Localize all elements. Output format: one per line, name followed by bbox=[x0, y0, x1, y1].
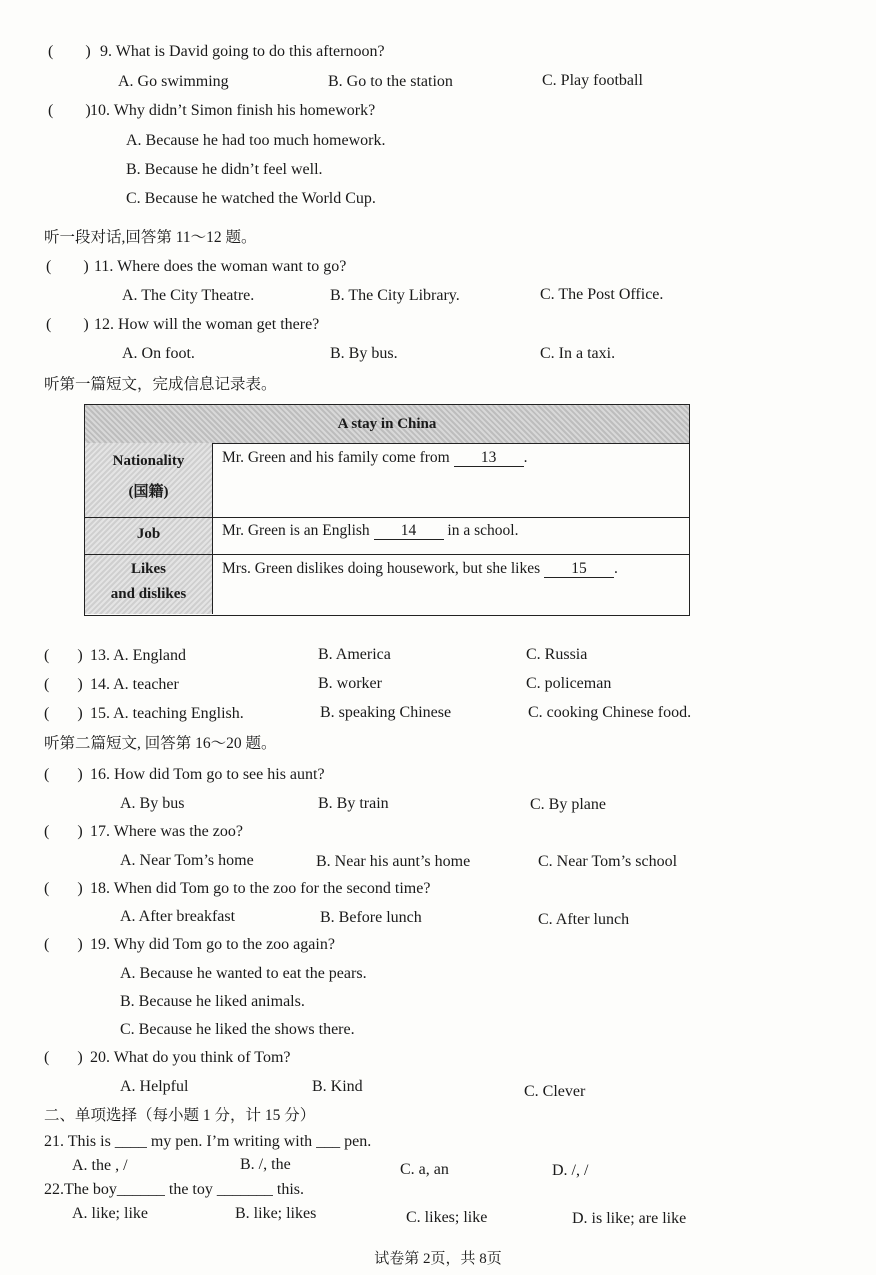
answer-bracket[interactable]: ( ) bbox=[44, 676, 83, 693]
question-text: 20. What do you think of Tom? bbox=[90, 1049, 291, 1066]
table-title: A stay in China bbox=[85, 405, 689, 444]
question-text: 12. How will the woman get there? bbox=[94, 316, 320, 333]
option-a: A. On foot. bbox=[122, 345, 195, 362]
section-instruction: 听第二篇短文, 回答第 16～20 题。 bbox=[44, 735, 277, 752]
answer-bracket[interactable]: ( ) bbox=[44, 1049, 83, 1066]
option-b: B. Near his aunt’s home bbox=[316, 853, 471, 870]
option-b: B. /, the bbox=[240, 1156, 291, 1173]
row-text-end: in a school. bbox=[443, 522, 519, 539]
option-b: B. worker bbox=[318, 675, 382, 692]
answer-bracket[interactable]: ( ) bbox=[46, 258, 89, 275]
answer-bracket[interactable]: ( ) bbox=[48, 102, 91, 119]
answer-bracket[interactable]: ( ) bbox=[46, 316, 89, 333]
option-a: A. After breakfast bbox=[120, 908, 236, 925]
option-c: C. Near Tom’s school bbox=[538, 853, 678, 870]
option-c: C. Because he watched the World Cup. bbox=[126, 190, 376, 207]
section-instruction: 听第一篇短文，完成信息记录表。 bbox=[44, 376, 277, 393]
option-c: C. cooking Chinese food. bbox=[528, 704, 692, 721]
answer-bracket[interactable]: ( ) bbox=[44, 766, 83, 783]
option-d: D. /, / bbox=[552, 1162, 589, 1179]
row-label-subtext: and dislikes bbox=[110, 586, 187, 602]
answer-blank[interactable]: 15 bbox=[544, 561, 614, 578]
row-label-text: Job bbox=[136, 526, 161, 542]
row-content bbox=[222, 560, 618, 578]
question-text: 9. What is David going to do this afternoon? bbox=[100, 43, 385, 60]
row-content bbox=[222, 522, 518, 540]
row-text-end: . bbox=[523, 449, 528, 466]
option-a: A. Helpful bbox=[120, 1078, 189, 1095]
option-c: C. Clever bbox=[524, 1083, 586, 1100]
question-text: 16. How did Tom go to see his aunt? bbox=[90, 766, 325, 783]
option-c: C. Play football bbox=[542, 72, 643, 89]
answer-bracket[interactable]: ( ) bbox=[48, 43, 91, 60]
row-label-text: Nationality bbox=[112, 453, 185, 469]
question-text: 21. This is ____ my pen. I’m writing with ___ pen. bbox=[44, 1133, 372, 1150]
option-a: A. Near Tom’s home bbox=[120, 852, 254, 869]
info-record-table bbox=[84, 404, 690, 616]
row-label bbox=[85, 518, 213, 554]
row-label bbox=[85, 443, 213, 517]
section-heading: 二、单项选择（每小题 1 分，计 15 分） bbox=[44, 1107, 316, 1124]
answer-bracket[interactable]: ( ) bbox=[44, 880, 83, 897]
option-b: B. By bus. bbox=[330, 345, 398, 362]
row-text: Mrs. Green dislikes doing housework, but she likes bbox=[222, 560, 545, 577]
option-d: D. is like; are like bbox=[572, 1210, 687, 1227]
question-text: 17. Where was the zoo? bbox=[90, 823, 243, 840]
table-row bbox=[85, 555, 689, 614]
option-c: C. By plane bbox=[530, 796, 606, 813]
question-text: 10. Why didn’t Simon finish his homework? bbox=[90, 102, 376, 119]
row-text: Mr. Green and his family come from bbox=[222, 449, 454, 466]
question-text: 18. When did Tom go to the zoo for the second time? bbox=[90, 880, 431, 897]
option-a: A. Because he wanted to eat the pears. bbox=[120, 965, 367, 982]
question-text: 22.The boy______ the toy _______ this. bbox=[44, 1181, 304, 1198]
question-text: 19. Why did Tom go to the zoo again? bbox=[90, 936, 335, 953]
answer-bracket[interactable]: ( ) bbox=[44, 647, 83, 664]
option-b: B. By train bbox=[318, 795, 389, 812]
option-b: B. Because he liked animals. bbox=[120, 993, 305, 1010]
option-a: A. Because he had too much homework. bbox=[126, 132, 386, 149]
option-a: A. like; like bbox=[72, 1205, 148, 1222]
answer-bracket[interactable]: ( ) bbox=[44, 936, 83, 953]
option-b: B. Go to the station bbox=[328, 73, 453, 90]
row-text-end: . bbox=[614, 560, 618, 577]
section-instruction: 听一段对话,回答第 11～12 题。 bbox=[44, 229, 257, 246]
option-c: C. likes; like bbox=[406, 1209, 488, 1226]
option-b: B. like; likes bbox=[235, 1205, 317, 1222]
option-b: B. The City Library. bbox=[330, 287, 460, 304]
question-text: 11. Where does the woman want to go? bbox=[94, 258, 347, 275]
option-b: B. Kind bbox=[312, 1078, 363, 1095]
option-b: B. Before lunch bbox=[320, 909, 422, 926]
answer-bracket[interactable]: ( ) bbox=[44, 705, 83, 722]
question-text: 15. A. teaching English. bbox=[90, 705, 244, 722]
option-c: C. The Post Office. bbox=[540, 286, 664, 303]
answer-bracket[interactable]: ( ) bbox=[44, 823, 83, 840]
row-content bbox=[222, 449, 527, 467]
row-label-text: Likes bbox=[130, 561, 166, 577]
option-b: B. America bbox=[318, 646, 391, 663]
option-a: A. Go swimming bbox=[118, 73, 229, 90]
option-c: C. After lunch bbox=[538, 911, 630, 928]
option-c: C. Because he liked the shows there. bbox=[120, 1021, 355, 1038]
page-footer: 试卷第 2页，共 8页 bbox=[374, 1251, 502, 1267]
option-c: C. policeman bbox=[526, 675, 612, 692]
question-text: 14. A. teacher bbox=[90, 676, 179, 693]
option-b: B. Because he didn’t feel well. bbox=[126, 161, 323, 178]
table-row bbox=[85, 518, 689, 555]
row-text: Mr. Green is an English bbox=[222, 522, 374, 539]
question-text: 13. A. England bbox=[90, 647, 186, 664]
answer-blank[interactable]: 14 bbox=[374, 523, 444, 540]
option-c: C. a, an bbox=[400, 1161, 449, 1178]
option-c: C. Russia bbox=[526, 646, 588, 663]
option-a: A. the , / bbox=[72, 1157, 128, 1174]
table-row bbox=[85, 443, 689, 518]
option-a: A. The City Theatre. bbox=[122, 287, 255, 304]
option-a: A. By bus bbox=[120, 795, 185, 812]
row-label bbox=[85, 555, 213, 614]
answer-blank[interactable]: 13 bbox=[454, 450, 524, 467]
option-c: C. In a taxi. bbox=[540, 345, 616, 362]
row-label-subtext: (国籍) bbox=[128, 484, 169, 500]
option-b: B. speaking Chinese bbox=[320, 704, 452, 721]
